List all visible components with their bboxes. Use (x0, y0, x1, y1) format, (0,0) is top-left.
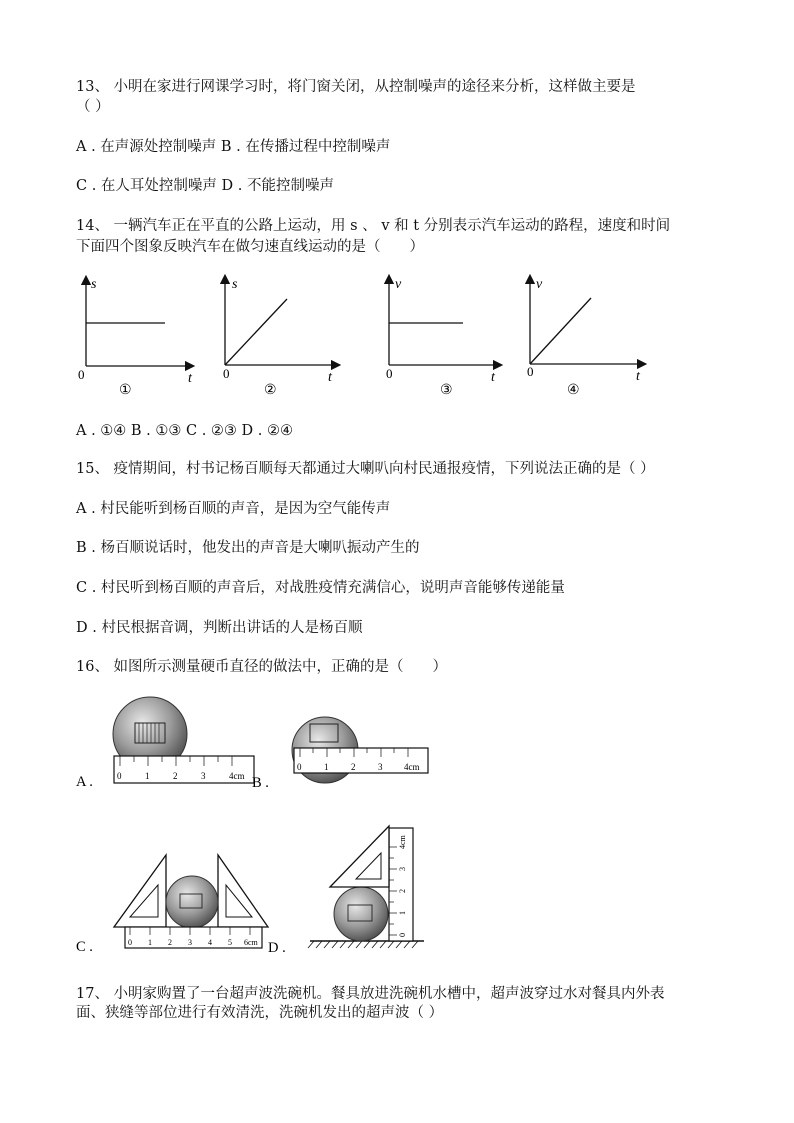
q16-ruler-b-1: 1 (324, 762, 329, 772)
q16-ruler-c-5: 5 (228, 938, 232, 947)
q14-options: A . ①④ B . ①③ C . ②③ D . ②④ (76, 423, 293, 439)
q16-figure-a (113, 697, 254, 783)
q16-ruler-d-2: 2 (398, 889, 407, 893)
q15-option-b: B . 杨百顺说话时，他发出的声音是大喇叭振动产生的 (76, 540, 420, 556)
q14-graph-1-ylabel: s (91, 277, 97, 292)
q16-stem: 16、 如图所示测量硬币直径的做法中，正确的是（ ） (76, 659, 448, 675)
q16-ruler-a-0: 0 (117, 771, 122, 781)
q14-graph-4 (527, 277, 642, 398)
q16-label-a: A . (76, 774, 93, 790)
q16-figure-b (292, 717, 428, 783)
q14-graph-2-origin: 0 (223, 366, 230, 381)
q14-graph-2-ylabel: s (232, 277, 238, 292)
q14-graph-1 (78, 277, 193, 398)
q16-figures (0, 695, 794, 965)
q16-ruler-d-0: 0 (398, 933, 407, 937)
q16-figure-c (114, 855, 268, 948)
q16-figure-d (308, 826, 424, 948)
q16-ruler-a-1: 1 (145, 771, 150, 781)
q16-ruler-c-2: 2 (168, 938, 172, 947)
q16-ruler-d-4: 4cm (398, 835, 407, 849)
q17-stem-line2: 面、狭缝等部位进行有效清洗，洗碗机发出的超声波（ ） (76, 1005, 444, 1021)
q16-ruler-b-4: 4cm (404, 762, 420, 772)
q14-stem-line1: 14、 一辆汽车正在平直的公路上运动，用 s 、 v 和 t 分别表示汽车运动的路程，速度和时间 (76, 218, 671, 234)
q17-stem-line1: 17、 小明家购置了一台超声波洗碗机。餐具放进洗碗机水槽中，超声波穿过水对餐具内外表 (76, 986, 665, 1002)
q15-option-c: C . 村民听到杨百顺的声音后，对战胜疫情充满信心，说明声音能够传递能量 (76, 580, 565, 596)
q16-ruler-b-0: 0 (297, 762, 302, 772)
q16-label-b: B . (252, 775, 269, 791)
q14-stem-line2: 下面四个图象反映汽车在做匀速直线运动的是（ ） (76, 239, 424, 255)
q14-graphs (0, 270, 794, 400)
q13-stem-line2: （ ） (76, 99, 110, 115)
q14-graph-3-origin: 0 (386, 366, 393, 381)
q16-ruler-c-6: 6cm (244, 938, 258, 947)
q15-stem: 15、 疫情期间，村书记杨百顺每天都通过大喇叭向村民通报疫情，下列说法正确的是（ ） (76, 461, 655, 477)
q16-ruler-a-4: 4cm (229, 771, 245, 781)
q14-graph-4-number: ④ (567, 383, 580, 398)
q15-option-a: A . 村民能听到杨百顺的声音，是因为空气能传声 (76, 501, 391, 517)
q16-label-d: D . (268, 940, 286, 956)
q16-ruler-c-4: 4 (208, 938, 212, 947)
q16-ruler-d-1: 1 (398, 911, 407, 915)
q16-ruler-b-2: 2 (351, 762, 356, 772)
q14-graph-1-origin: 0 (78, 367, 85, 382)
q14-graph-4-xlabel: t (636, 369, 640, 384)
q16-ruler-c-0: 0 (128, 938, 132, 947)
q13-stem-line1: 13、 小明在家进行网课学习时，将门窗关闭，从控制噪声的途径来分析，这样做主要是 (76, 79, 636, 95)
q16-ruler-c-1: 1 (148, 938, 152, 947)
q14-graph-2 (223, 277, 336, 398)
q14-graph-1-number: ① (119, 383, 132, 398)
q14-graph-3-xlabel: t (491, 370, 495, 385)
q16-ruler-c-3: 3 (188, 938, 192, 947)
q15-option-d: D . 村民根据音调，判断出讲话的人是杨百顺 (76, 620, 363, 636)
q16-ruler-b-3: 3 (378, 762, 383, 772)
q13-options-ab: A . 在声源处控制噪声 B . 在传播过程中控制噪声 (76, 139, 391, 155)
q16-ruler-a-3: 3 (201, 771, 206, 781)
q14-graph-1-xlabel: t (188, 371, 192, 386)
q14-graph-2-xlabel: t (328, 370, 332, 385)
q14-graph-3-number: ③ (440, 383, 453, 398)
q14-graph-3-ylabel: v (395, 277, 402, 292)
q13-options-cd: C . 在人耳处控制噪声 D . 不能控制噪声 (76, 178, 334, 194)
q16-ruler-d-3: 3 (398, 867, 407, 871)
q14-graph-3 (386, 277, 498, 398)
q14-graph-4-ylabel: v (536, 277, 543, 292)
q14-graph-2-number: ② (264, 383, 277, 398)
q16-ruler-a-2: 2 (173, 771, 178, 781)
q16-label-c: C . (76, 939, 93, 955)
q14-graph-4-origin: 0 (527, 364, 534, 379)
